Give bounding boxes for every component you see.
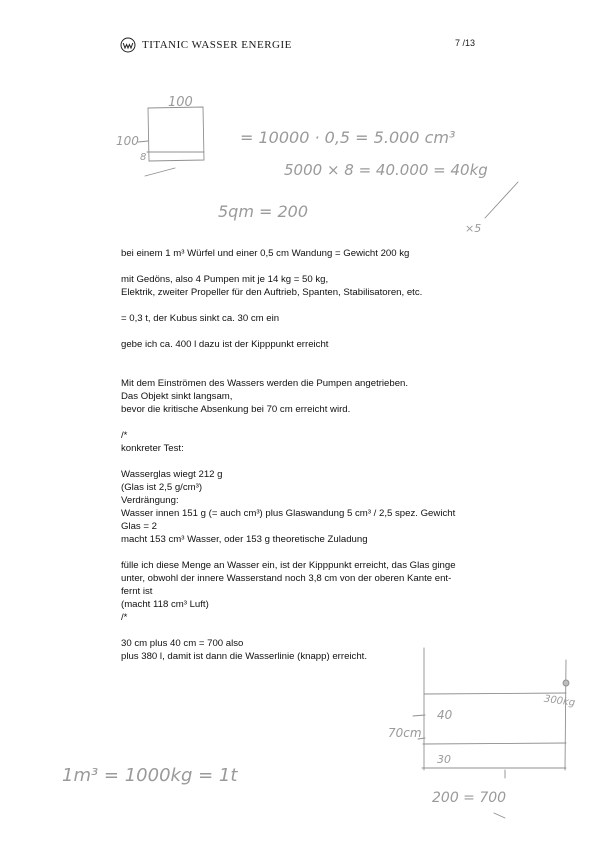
text-line: Wasserglas wiegt 212 g bbox=[121, 469, 223, 480]
text-line: (macht 118 cm³ Luft) bbox=[121, 599, 209, 610]
label-40: 40 bbox=[437, 708, 453, 722]
page-header bbox=[120, 35, 292, 55]
equation-bottom-left: 1m³ = 1000kg = 1t bbox=[62, 765, 238, 786]
text-line: Mit dem Einströmen des Wassers werden die Pumpen angetrieben. bbox=[121, 378, 409, 389]
text-line: macht 153 cm³ Wasser, oder 153 g theoretische Zuladung bbox=[121, 534, 368, 545]
text-line: Verdrängung: bbox=[121, 495, 179, 506]
cube-left-label: 100 bbox=[116, 134, 139, 148]
text-line: /* bbox=[121, 612, 128, 623]
text-line: = 0,3 t, der Kubus sinkt ca. 30 cm ein bbox=[121, 313, 280, 324]
text-paragraph-7 bbox=[121, 468, 455, 546]
times-note: ×5 bbox=[465, 222, 482, 235]
text-line: konkreter Test: bbox=[121, 443, 184, 454]
label-300kg: 300kg bbox=[543, 693, 576, 709]
text-line: bei einem 1 m³ Würfel und einer 0,5 cm Wandung = Gewicht 200 kg bbox=[121, 248, 410, 259]
text-line: mit Gedöns, also 4 Pumpen mit je 14 kg = 50 kg, bbox=[121, 274, 329, 285]
text-paragraph-5 bbox=[121, 377, 408, 416]
text-line: (Glas ist 2,5 g/cm³) bbox=[121, 482, 203, 493]
text-line: fernt ist bbox=[121, 586, 153, 597]
text-paragraph-4 bbox=[121, 338, 328, 351]
cube-inner-label: 8 bbox=[140, 152, 147, 163]
brand-name: TITANIC WASSER ENERGIE bbox=[142, 39, 292, 51]
text-line: plus 380 l, damit ist dann die Wasserlinie (knapp) erreicht. bbox=[121, 651, 367, 662]
label-70cm: 70cm bbox=[388, 726, 422, 740]
text-line: Wasser innen 151 g (= auch cm³) plus Glaswandung 5 cm³ / 2,5 spez. Gewicht bbox=[121, 508, 456, 519]
equation-weight: 5000 × 8 = 40.000 = 40kg bbox=[284, 161, 488, 179]
equation-bottom-right: 200 = 700 bbox=[432, 790, 507, 806]
text-line: Elektrik, zweiter Propeller für den Auftrieb, Spanten, Stabilisatoren, etc. bbox=[121, 287, 423, 298]
text-paragraph-9 bbox=[121, 637, 367, 663]
text-line: Glas = 2 bbox=[121, 521, 157, 532]
text-line: 30 cm plus 40 cm = 700 also bbox=[121, 638, 244, 649]
text-line: fülle ich diese Menge an Wasser ein, ist der Kipppunkt erreicht, das Glas ginge bbox=[121, 560, 456, 571]
text-line: Das Objekt sinkt langsam, bbox=[121, 391, 233, 402]
area-note: 5qm = 200 bbox=[218, 202, 309, 221]
text-line: bevor die kritische Absenkung bei 70 cm erreicht wird. bbox=[121, 404, 351, 415]
text-paragraph-1 bbox=[121, 247, 409, 260]
cube-top-label: 100 bbox=[168, 95, 193, 110]
text-line: gebe ich ca. 400 l dazu ist der Kipppunkt erreicht bbox=[121, 339, 329, 350]
text-line: unter, obwohl der innere Wasserstand noch 3,8 cm von der oberen Kante ent- bbox=[121, 573, 452, 584]
text-paragraph-6 bbox=[121, 429, 184, 455]
logo-icon bbox=[120, 37, 136, 53]
text-paragraph-3 bbox=[121, 312, 279, 325]
page-number: 7 /13 bbox=[455, 38, 476, 48]
equation-volume: = 10000 · 0,5 = 5.000 cm³ bbox=[240, 128, 456, 147]
text-paragraph-2 bbox=[121, 273, 422, 299]
text-line: /* bbox=[121, 430, 128, 441]
text-paragraph-8 bbox=[121, 559, 456, 624]
label-30: 30 bbox=[437, 753, 451, 766]
